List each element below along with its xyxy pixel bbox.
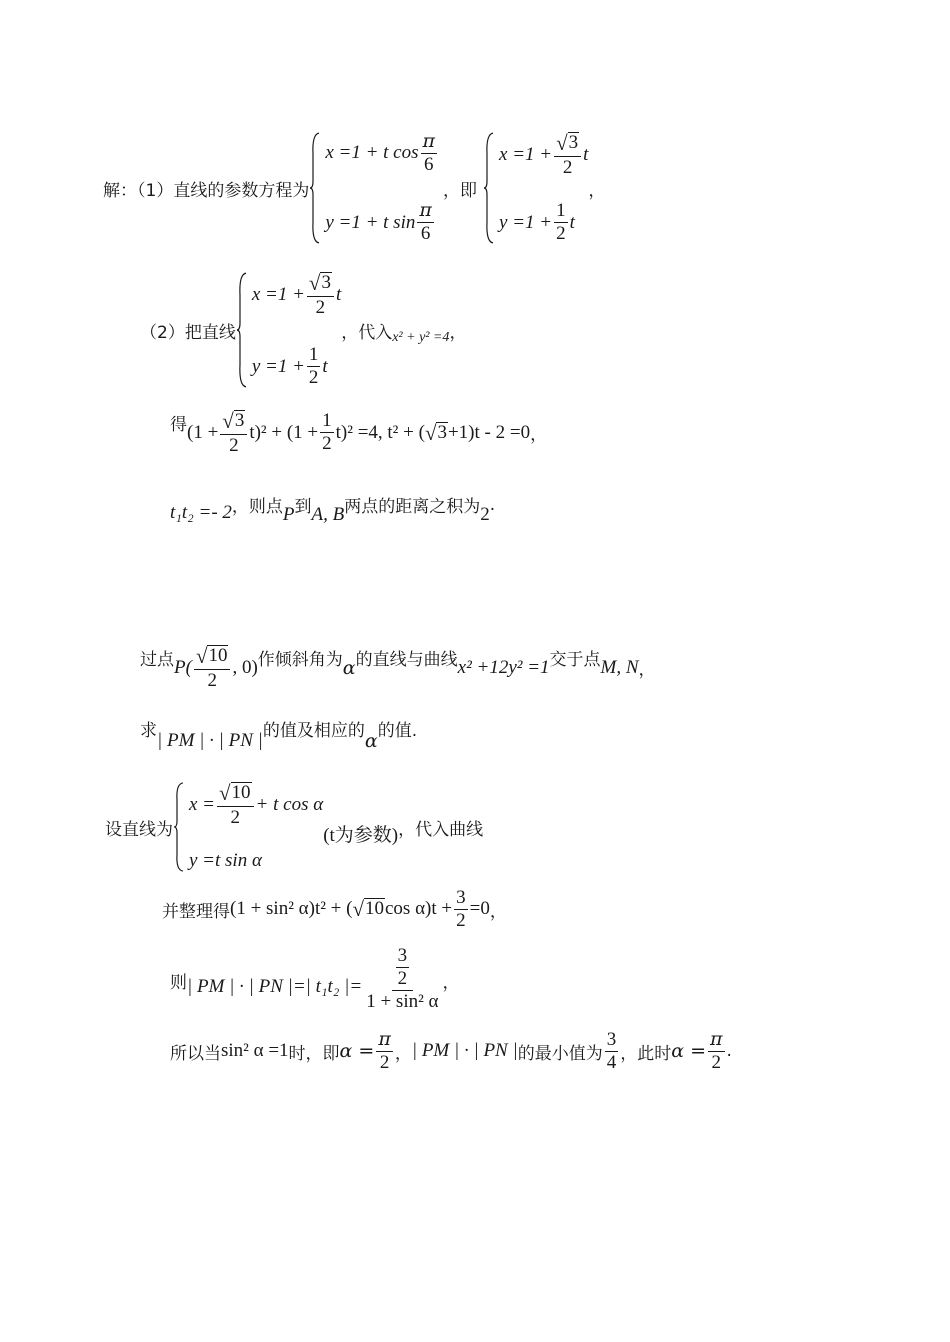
- y-eq-2: y =1 + $\frac{1}{2}$ t: [499, 200, 575, 245]
- x-eq-1: [325, 132, 439, 175]
- x-eq-1-lhs: x =1 + t cos: [325, 142, 419, 164]
- param-system-1: [309, 132, 439, 244]
- pm-pn-product: | PM | · | PN |: [157, 729, 263, 751]
- problem-line-1: 过点 P( √ 10 2 , 0) 作倾斜角为 α 的直线与曲线 x² +12y² =1 交于点 M, N ，: [140, 643, 656, 691]
- solution-line-3: 则 | PM | · | PN |=| t₁t₂ |= $\frac{\frac{3}{2}}{\text{1 + sin² α}}$ ，: [170, 945, 460, 1012]
- big-fraction: $\frac{\frac{3}{2}}{\text{1 + sin² α}}$: [366, 945, 439, 1012]
- brace-icon: [236, 272, 248, 388]
- param-system-4: [173, 782, 323, 872]
- abs-product: | PM | · | PN |=| t₁t₂ |=: [187, 975, 363, 997]
- pi-over-6-a: $\frac{\pi}{6}$: [422, 130, 436, 175]
- param-note: (t为参数): [323, 824, 399, 846]
- y-eq-3: y =1 + $\frac{1}{2}$ t: [251, 344, 328, 389]
- part2-intro: （2）把直线: [140, 322, 236, 343]
- part2-line: （2）把直线 x =1 + √ 3 2 t y =1 + $\frac{1}{2}$ t ，代入 x² + y² =4 ，: [140, 270, 467, 389]
- part1-line: [103, 132, 605, 244]
- pi-over-6-b: $\frac{\pi}{6}$: [419, 199, 432, 245]
- x-eq-2: x =1 + √ 3 2 t: [499, 130, 589, 178]
- sin-eq: sin² α =1: [221, 1040, 289, 1062]
- root3-over-2: √ 3 2: [554, 132, 581, 178]
- de-label: 得: [170, 415, 187, 435]
- solution-line-2: 并整理得 (1 + sin² α)t² + ( √ 10 cos α)t + $\frac{3}{2}$ =0 ，: [162, 887, 507, 931]
- brace-icon: [309, 132, 321, 244]
- t1t2-product: t₁t₂ =- 2: [170, 501, 232, 523]
- param-system-2: [483, 132, 588, 244]
- part1-end: ，: [588, 180, 606, 201]
- part2-sub-text: ，代入: [341, 322, 393, 343]
- y-eq-1-lhs: y =1 + t sin: [325, 211, 416, 233]
- circle-equation: x² + y² =4: [392, 330, 450, 345]
- brace-icon: [173, 782, 185, 872]
- expansion-line: 得 (1 + √ 3 2 t)² + (1 + $\frac{1}{2}$ t)² =4, t² + ( √ 3 +1)t - 2 =0 ，: [170, 408, 548, 456]
- product-line: t₁t₂ =- 2 ，则点 P 到 A, B 两点的距离之积为 2 .: [170, 494, 496, 525]
- problem-line-2: 求 | PM | · | PN | 的值及相应的 α 的值.: [140, 721, 418, 752]
- root10-over-2: √ 10 2: [194, 645, 231, 691]
- x-eq-4: x = √ 10 2 + t cos α: [189, 780, 324, 828]
- one-over-2: $\frac{1}{2}$: [556, 200, 566, 245]
- brace-icon: [483, 132, 495, 244]
- param-system-3: [236, 272, 341, 388]
- ellipse-equation: x² +12y² =1: [457, 656, 550, 678]
- solution-line-4: 所以当 sin² α =1 时，即 α = $\frac{\pi}{2}$ ， | PM | · | PN | 的最小值为 $\frac{3}{4}$ ，此时 α = $\frac{\pi}{2}$ .: [170, 1028, 732, 1073]
- part1-intro: 解：（1）直线的参数方程为: [103, 180, 310, 201]
- y-eq-4: y =t sin α: [189, 850, 262, 871]
- y-eq-1: [325, 201, 439, 244]
- x-eq-3: x =1 + √ 3 2 t: [251, 270, 342, 318]
- part1-sep: ，即: [443, 180, 478, 201]
- solution-line-1: 设直线为 x = √ 10 2 + t cos α y =t sin α (t为参数) ，代入曲线: [105, 780, 484, 871]
